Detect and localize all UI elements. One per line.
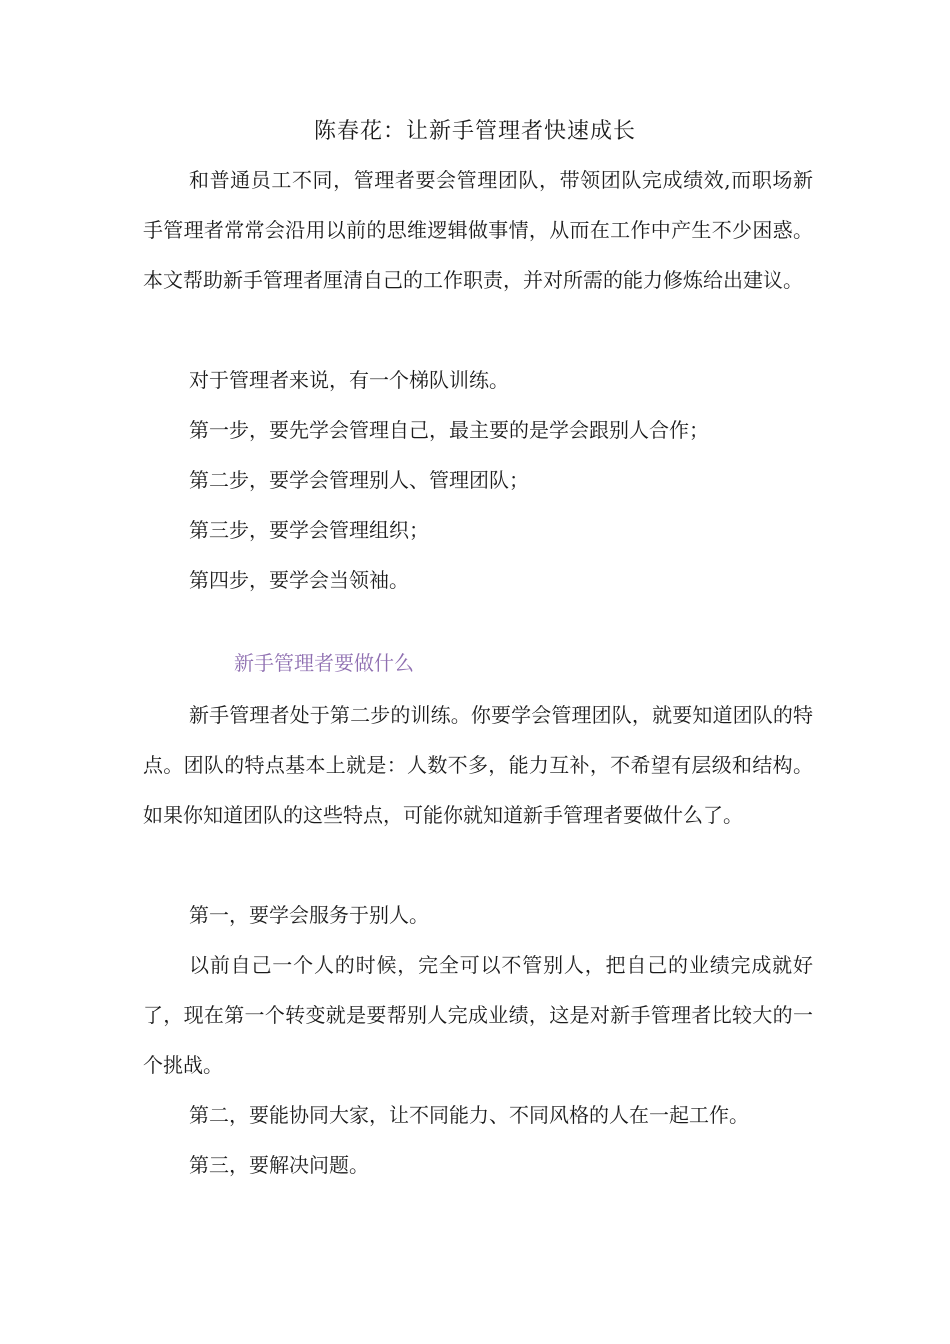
intro-paragraph: 和普通员工不同，管理者要会管理团队，带领团队完成绩效,而职场新手管理者常常会沿用以前的思维逻辑做事情，从而在工作中产生不少困惑。本文帮助新手管理者厘清自己的工作职责，并对所需的能力修炼给出建议。 bbox=[143, 168, 813, 292]
point-two-paragraph: 第二，要能协同大家，让不同能力、不同风格的人在一起工作。 bbox=[189, 1103, 749, 1127]
ladder-intro-paragraph: 对于管理者来说，有一个梯队训练。 bbox=[189, 368, 509, 392]
point-one-paragraph: 第一，要学会服务于别人。 bbox=[189, 903, 429, 927]
section-heading: 新手管理者要做什么 bbox=[234, 651, 414, 675]
step-three-paragraph: 第三步，要学会管理组织； bbox=[189, 518, 429, 542]
point-one-detail-paragraph: 以前自己一个人的时候，完全可以不管别人，把自己的业绩完成就好了，现在第一个转变就是要帮别人完成业绩，这是对新手管理者比较大的一个挑战。 bbox=[143, 953, 813, 1077]
step-four-paragraph: 第四步，要学会当领袖。 bbox=[189, 568, 409, 592]
document-title: 陈春花：让新手管理者快速成长 bbox=[313, 119, 636, 144]
step-two-paragraph: 第二步，要学会管理别人、管理团队； bbox=[189, 468, 529, 492]
step-one-paragraph: 第一步，要先学会管理自己，最主要的是学会跟别人合作； bbox=[189, 418, 709, 442]
section-paragraph: 新手管理者处于第二步的训练。你要学会管理团队，就要知道团队的特点。团队的特点基本上就是：人数不多，能力互补，不希望有层级和结构。如果你知道团队的这些特点，可能你就知道新手管理者要做什么了。 bbox=[143, 703, 813, 827]
point-three-paragraph: 第三，要解决问题。 bbox=[189, 1153, 369, 1177]
